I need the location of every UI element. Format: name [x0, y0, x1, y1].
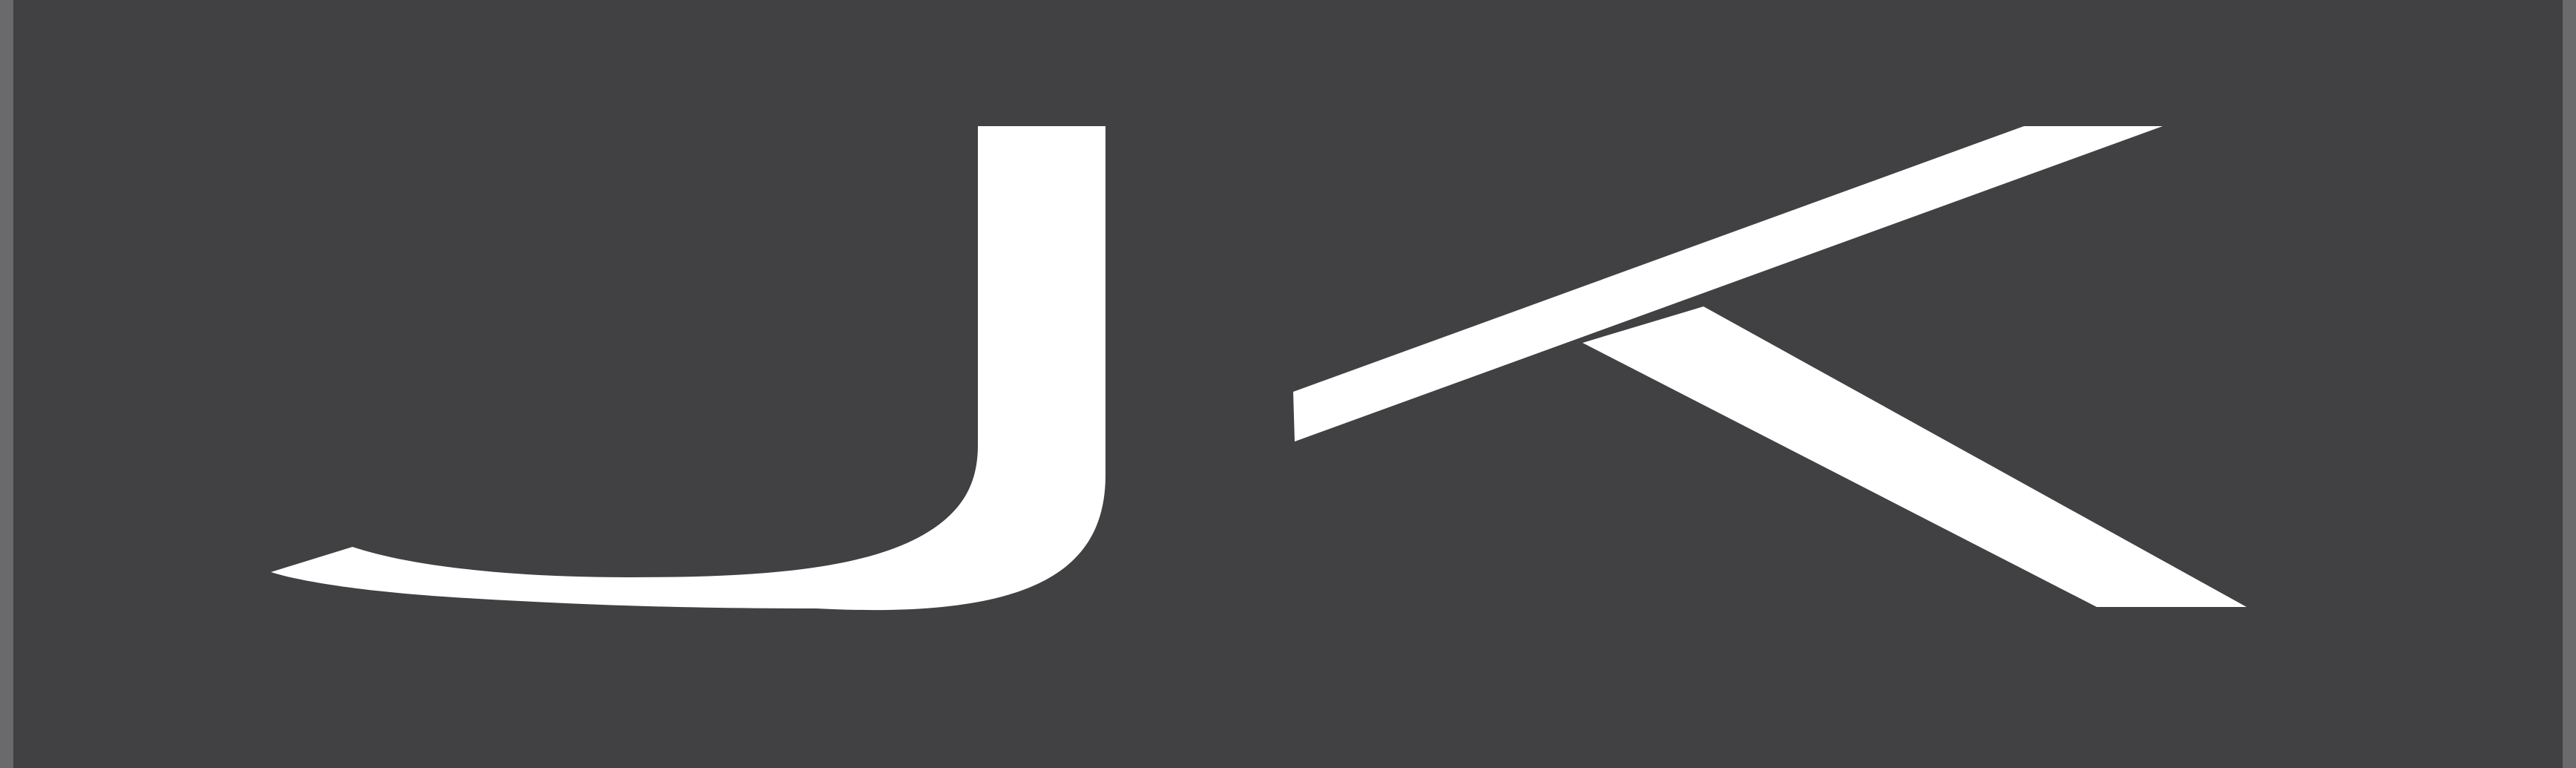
letter-j-shape — [271, 126, 1105, 610]
letter-k-leg — [1583, 306, 2247, 607]
